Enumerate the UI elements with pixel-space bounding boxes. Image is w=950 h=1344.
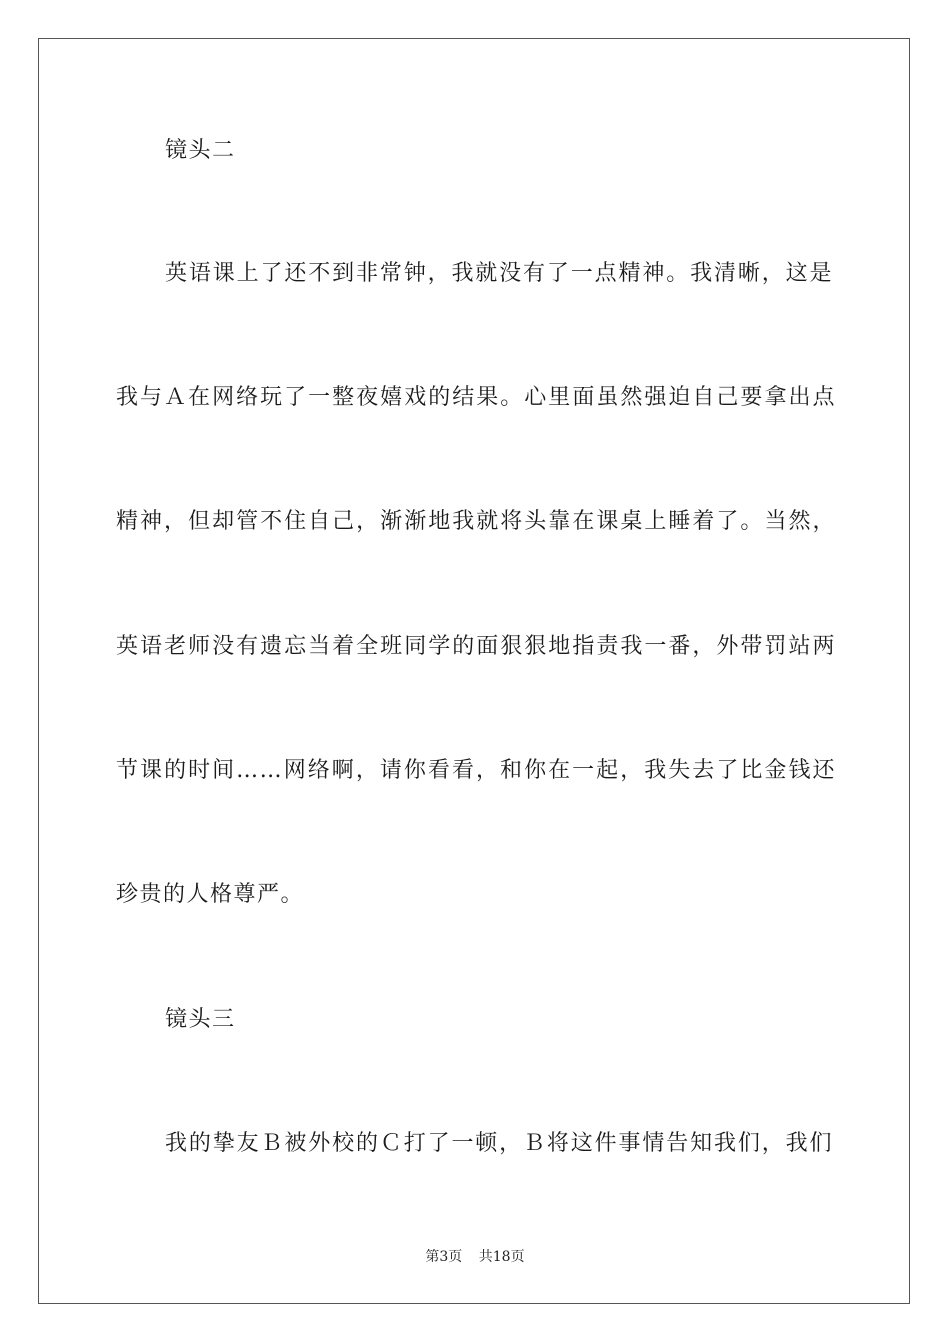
paragraph-line: 精神，但却管不住自己，渐渐地我就将头靠在课桌上睡着了。当然，: [116, 509, 836, 534]
page-frame: [38, 38, 910, 1304]
paragraph-line: 珍贵的人格尊严。: [116, 882, 305, 907]
paragraph-line: 英语课上了还不到非常钟，我就没有了一点精神。我清晰，这是: [165, 261, 833, 286]
page-total: 共18页: [478, 1249, 525, 1265]
section-heading-3: 镜头三: [165, 1007, 236, 1032]
page-number: 第3页: [425, 1249, 463, 1265]
paragraph-line: 我的挚友Ｂ被外校的Ｃ打了一顿，Ｂ将这件事情告知我们，我们: [165, 1131, 833, 1156]
section-heading-2: 镜头二: [165, 138, 236, 163]
paragraph-line: 我与Ａ在网络玩了一整夜嬉戏的结果。心里面虽然强迫自己要拿出点: [116, 385, 836, 410]
paragraph-line: 节课的时间……网络啊，请你看看，和你在一起，我失去了比金钱还: [116, 758, 836, 783]
paragraph-line: 英语老师没有遗忘当着全班同学的面狠狠地指责我一番，外带罚站两: [116, 634, 836, 659]
page-footer: [0, 1248, 950, 1266]
